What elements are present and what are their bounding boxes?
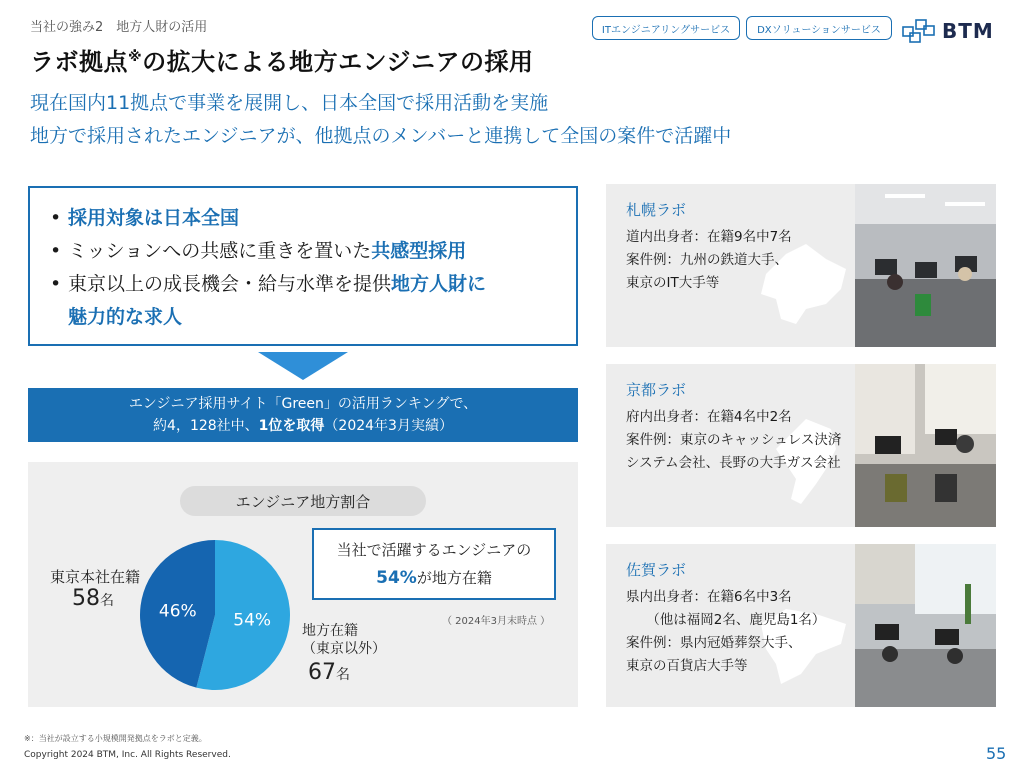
title-footnote-mark: ※ (128, 49, 143, 65)
ratio-heading: エンジニア地方割合 (180, 486, 426, 516)
callout-line-2 (314, 567, 554, 588)
local-label (302, 622, 386, 658)
page-title (30, 42, 534, 77)
engineer-ratio-pie-chart (140, 540, 290, 690)
lab-card-kyoto (606, 364, 996, 527)
lab-title-saga: 佐賀ラボ (626, 561, 687, 579)
local-label-line-1: 地方在籍 (302, 623, 358, 639)
bullet-3-highlight-cont: 魅力的な求人 (68, 306, 183, 328)
subtitle-line-2: 地方で採用されたエンジニアが、他拠点のメンバーと連携して全国の案件で活躍中 (30, 125, 732, 147)
local-count-unit: 名 (336, 667, 350, 683)
as-of-note: （ 2024年3月末時点 ） (442, 616, 551, 627)
tokyo-count-unit: 名 (100, 593, 114, 609)
lab-title-kyoto: 京都ラボ (626, 381, 687, 399)
lab-card-sapporo (606, 184, 996, 347)
saga-office-photo (855, 544, 996, 707)
bullet-3-text: 東京以上の成長機会・給与水準を提供 (68, 273, 392, 295)
tokyo-label: 東京本社在籍 (50, 568, 141, 586)
it-engineering-service-tag: ITエンジニアリングサービス (592, 16, 740, 40)
bullet-2-highlight: 共感型採用 (371, 240, 467, 262)
bullet-item-2: • ミッションへの共感に重きを置いた共感型採用 (50, 240, 467, 262)
footnote: ※：当社が設立する小規模開発拠点をラボと定義。 (24, 734, 207, 743)
local-count (308, 660, 350, 685)
banner-line-2 (28, 415, 578, 437)
callout-line-1: 当社で活躍するエンジニアの (336, 541, 532, 559)
bullet-item-3: • 東京以上の成長機会・給与水準を提供地方人財に (50, 273, 487, 295)
banner-line-2-post: （2024年3月実績） (324, 418, 453, 434)
btm-logo-icon (902, 18, 936, 44)
lab-body-kyoto: 府内出身者：在籍4名中2名 案件例：東京のキャッシュレス決済 システム会社、長野の大手ガス会社 (626, 409, 842, 471)
down-arrow-icon (258, 352, 348, 380)
recruitment-points-box (28, 186, 578, 346)
pie-label-tokyo: 46% (158, 601, 197, 622)
btm-logo (902, 16, 1002, 46)
title-main: ラボ拠点 (30, 48, 128, 76)
callout-percent: 54% (376, 568, 417, 588)
lab-body-sapporo: 道内出身者：在籍9名中7名 案件例：九州の鉄道大手、 東京のIT大手等 (626, 229, 792, 291)
tokyo-count (72, 586, 114, 611)
local-ratio-callout (312, 528, 556, 600)
title-rest: の拡大による地方エンジニアの採用 (142, 48, 534, 76)
bullet-item-1: • 採用対象は日本全国 (50, 202, 556, 235)
logo-text: BTM (942, 19, 994, 43)
callout-suffix: が地方在籍 (416, 569, 492, 587)
subtitle-line-1: 現在国内11拠点で事業を展開し、日本全国で採用活動を実施 (30, 92, 549, 114)
local-count-value: 67 (308, 660, 336, 685)
banner-line-2-bold: 1位を取得 (258, 418, 325, 434)
banner-line-1: エンジニア採用サイト「Green」の活用ランキングで、 (128, 396, 478, 412)
local-label-line-2: （東京以外） (302, 641, 386, 657)
copyright: Copyright 2024 BTM, Inc. All Rights Reserved. (24, 750, 231, 760)
bullet-2-text: ミッションへの共感に重きを置いた (68, 240, 372, 262)
kyoto-office-photo (855, 364, 996, 527)
section-kicker: 当社の強み2 地方人財の活用 (30, 20, 208, 35)
bullet-3-highlight: 地方人財に (391, 273, 487, 295)
lab-title-sapporo: 札幌ラボ (626, 201, 687, 219)
tokyo-count-value: 58 (72, 586, 100, 611)
banner-line-2-pre: 約4，128社中、 (153, 418, 259, 434)
lab-card-saga (606, 544, 996, 707)
green-ranking-banner (28, 388, 578, 442)
pie-label-local: 54% (233, 610, 272, 631)
sapporo-office-photo (855, 184, 996, 347)
lab-body-saga: 県内出身者：在籍6名中3名 （他は福岡2名、鹿児島1名） 案件例：県内冠婚葬祭大手、 東京の百貨店大手等 (626, 589, 826, 674)
dx-solution-service-tag: DXソリューションサービス (746, 16, 892, 40)
bullet-1-highlight: 採用対象は日本全国 (68, 207, 240, 229)
page-number: 55 (986, 744, 1007, 763)
